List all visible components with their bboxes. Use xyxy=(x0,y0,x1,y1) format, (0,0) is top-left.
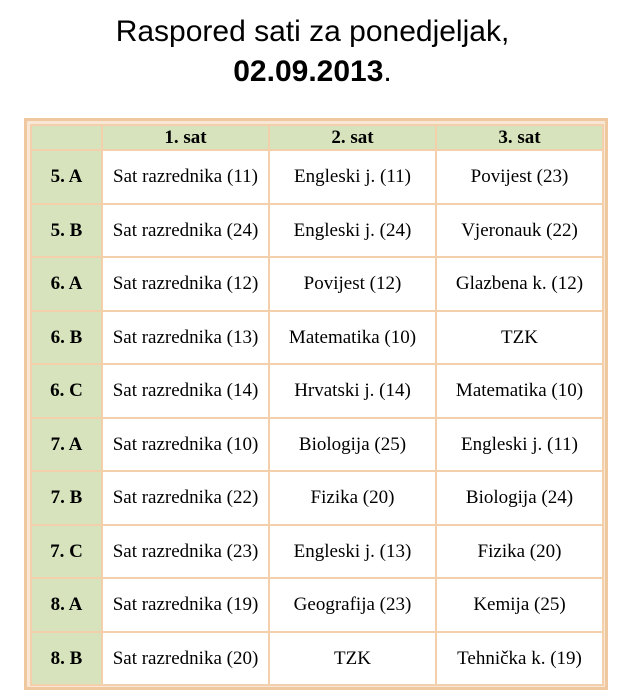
table-row xyxy=(30,419,604,473)
period-3-cell: Vjeronauk (22) xyxy=(437,205,604,259)
period-1-cell: Sat razrednika (13) xyxy=(103,312,270,366)
header-period-3: 3. sat xyxy=(437,124,604,151)
period-1-cell: Sat razrednika (22) xyxy=(103,472,270,526)
period-2-cell: Povijest (12) xyxy=(270,258,437,312)
period-2-cell: Engleski j. (13) xyxy=(270,526,437,580)
schedule-table xyxy=(30,124,604,686)
period-3-cell: Glazbena k. (12) xyxy=(437,258,604,312)
period-2-cell: Matematika (10) xyxy=(270,312,437,366)
header-row xyxy=(30,124,604,151)
period-3-cell: TZK xyxy=(437,312,604,366)
class-label: 5. A xyxy=(30,151,103,205)
period-1-cell: Sat razrednika (23) xyxy=(103,526,270,580)
period-3-cell: Povijest (23) xyxy=(437,151,604,205)
period-2-cell: Geografija (23) xyxy=(270,579,437,633)
period-2-cell: Fizika (20) xyxy=(270,472,437,526)
title-date: 02.09.2013 xyxy=(233,55,384,88)
period-1-cell: Sat razrednika (24) xyxy=(103,205,270,259)
period-1-cell: Sat razrednika (10) xyxy=(103,419,270,473)
table-row xyxy=(30,205,604,259)
page-title xyxy=(0,12,625,92)
period-2-cell: Engleski j. (24) xyxy=(270,205,437,259)
class-label: 7. B xyxy=(30,472,103,526)
table-row xyxy=(30,365,604,419)
period-3-cell: Matematika (10) xyxy=(437,365,604,419)
period-1-cell: Sat razrednika (14) xyxy=(103,365,270,419)
period-1-cell: Sat razrednika (20) xyxy=(103,633,270,687)
class-label: 8. A xyxy=(30,579,103,633)
table-row xyxy=(30,151,604,205)
period-3-cell: Fizika (20) xyxy=(437,526,604,580)
class-label: 7. A xyxy=(30,419,103,473)
class-label: 6. C xyxy=(30,365,103,419)
period-3-cell: Biologija (24) xyxy=(437,472,604,526)
title-suffix: . xyxy=(383,55,392,88)
period-2-cell: Biologija (25) xyxy=(270,419,437,473)
period-1-cell: Sat razrednika (12) xyxy=(103,258,270,312)
period-2-cell: Hrvatski j. (14) xyxy=(270,365,437,419)
title-line: Raspored sati za ponedjeljak, xyxy=(115,15,510,48)
table-row xyxy=(30,312,604,366)
title-date-line xyxy=(0,52,625,92)
table-row xyxy=(30,526,604,580)
header-period-1: 1. sat xyxy=(103,124,270,151)
table-row xyxy=(30,579,604,633)
table-row xyxy=(30,258,604,312)
period-2-cell: TZK xyxy=(270,633,437,687)
period-3-cell: Tehnička k. (19) xyxy=(437,633,604,687)
period-2-cell: Engleski j. (11) xyxy=(270,151,437,205)
header-corner xyxy=(30,124,103,151)
class-label: 5. B xyxy=(30,205,103,259)
period-3-cell: Kemija (25) xyxy=(437,579,604,633)
class-label: 6. B xyxy=(30,312,103,366)
class-label: 8. B xyxy=(30,633,103,687)
schedule-frame xyxy=(24,118,608,690)
period-3-cell: Engleski j. (11) xyxy=(437,419,604,473)
period-1-cell: Sat razrednika (19) xyxy=(103,579,270,633)
class-label: 7. C xyxy=(30,526,103,580)
class-label: 6. A xyxy=(30,258,103,312)
header-period-2: 2. sat xyxy=(270,124,437,151)
table-row xyxy=(30,472,604,526)
table-row xyxy=(30,633,604,687)
period-1-cell: Sat razrednika (11) xyxy=(103,151,270,205)
